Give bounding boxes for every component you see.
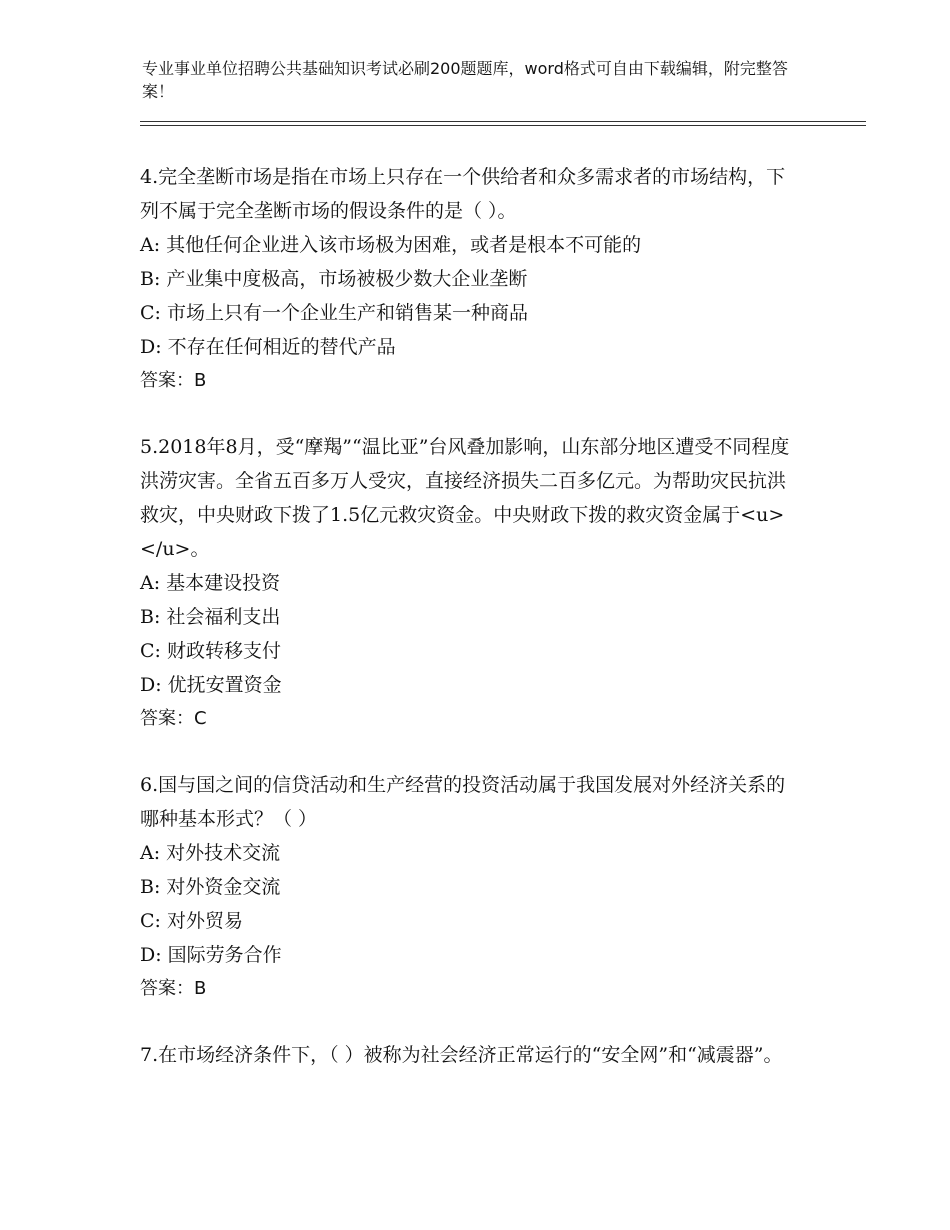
question-list [140,160,800,1104]
option-c: C: 财政转移支付 [140,640,281,662]
question-4 [140,160,800,398]
question-5 [140,430,800,736]
answer-line: 答案：B [140,370,207,391]
option-a: A: 基本建设投资 [140,572,281,594]
question-stem: 5.2018年8月，受“摩羯”“温比亚”台风叠加影响，山东部分地区遭受不同程度洪涝灾害。全省五百多万人受灾，直接经济损失二百多亿元。为帮助灾民抗洪救灾，中央财政下拨了1.5亿元救灾资金。中央财政下拨的救灾资金属于<u> </u>。 [140,436,790,560]
header-divider-top [140,121,866,122]
document-header: 专业事业单位招聘公共基础知识考试必刷200题题库，word格式可自由下载编辑，附完整答案！ [142,59,788,101]
option-a: A: 其他任何企业进入该市场极为困难，或者是根本不可能的 [140,234,642,256]
option-d: D: 国际劳务合作 [140,944,282,966]
option-a: A: 对外技术交流 [140,842,281,864]
question-stem: 4.完全垄断市场是指在市场上只存在一个供给者和众多需求者的市场结构，下列不属于完全垄断市场的假设条件的是（ ）。 [140,166,786,222]
question-7 [140,1038,800,1072]
question-stem: 7.在市场经济条件下，（ ）被称为社会经济正常运行的“安全网”和“减震器”。 [140,1044,783,1066]
option-d: D: 不存在任何相近的替代产品 [140,336,396,358]
option-d: D: 优抚安置资金 [140,674,282,696]
header-divider-bottom [140,125,866,126]
option-b: B: 产业集中度极高，市场被极少数大企业垄断 [140,268,528,290]
option-b: B: 社会福利支出 [140,606,281,628]
answer-line: 答案：B [140,978,207,999]
answer-line: 答案：C [140,708,207,729]
option-c: C: 市场上只有一个企业生产和销售某一种商品 [140,302,528,324]
question-stem: 6.国与国之间的信贷活动和生产经营的投资活动属于我国发展对外经济关系的哪种基本形式？（ ） [140,774,786,830]
option-b: B: 对外资金交流 [140,876,281,898]
question-6 [140,768,800,1006]
option-c: C: 对外贸易 [140,910,243,932]
